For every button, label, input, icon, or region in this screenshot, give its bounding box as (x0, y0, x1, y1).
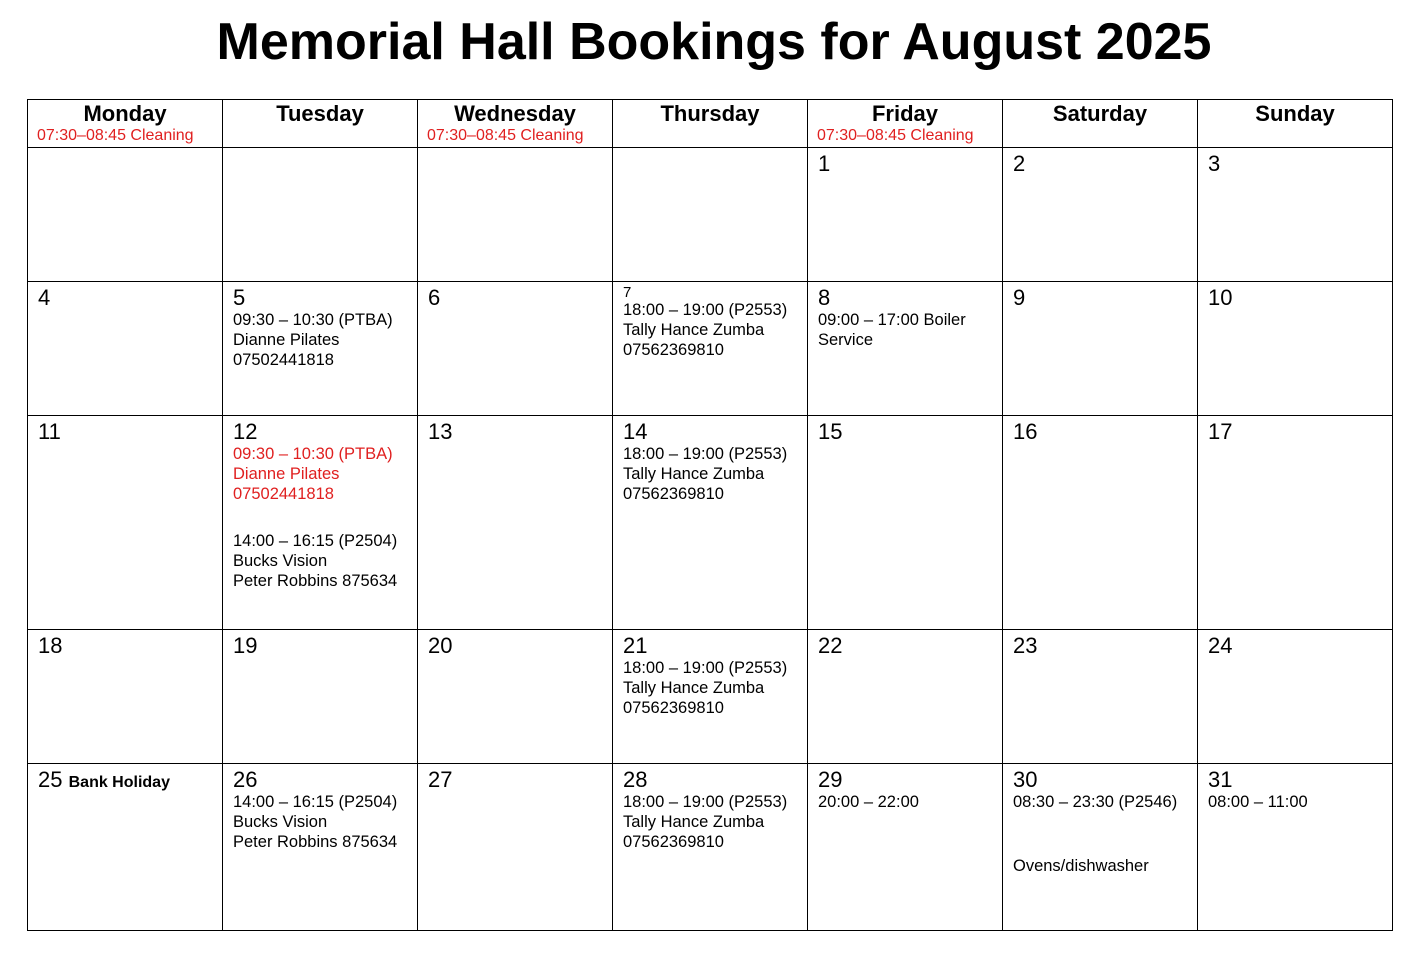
booking-name: Dianne Pilates (233, 331, 340, 349)
calendar-grid (27, 99, 1393, 931)
day-cell[interactable] (223, 764, 418, 931)
day-number: 19 (233, 633, 258, 658)
day-cell[interactable] (1003, 630, 1198, 764)
cleaning-note: 07:30–08:45 Cleaning (37, 127, 194, 144)
page-title: Memorial Hall Bookings for August 2025 (216, 13, 1212, 71)
weekday-label: Friday (871, 101, 939, 126)
day-number: 31 (1208, 767, 1233, 792)
week-row (28, 148, 1393, 282)
booking-name: Service (818, 331, 874, 349)
booking-time: 14:00 – 16:15 (P2504) (233, 532, 398, 550)
day-cell[interactable] (223, 630, 418, 764)
booking-note: Ovens/dishwasher (1013, 857, 1149, 875)
day-cell[interactable] (28, 416, 223, 630)
day-cell[interactable] (808, 764, 1003, 931)
booking-time: 09:30 – 10:30 (PTBA) (233, 445, 393, 463)
day-cell[interactable] (223, 416, 418, 630)
booking-phone: 07562369810 (623, 485, 724, 503)
day-number: 30 (1013, 767, 1038, 792)
day-cell[interactable] (1198, 764, 1393, 931)
booking-phone: 07502441818 (233, 485, 334, 503)
booking-time: 08:30 – 23:30 (P2546) (1013, 793, 1178, 811)
booking-time: 18:00 – 19:00 (P2553) (623, 445, 788, 463)
day-number: 22 (818, 633, 843, 658)
day-number: 13 (428, 419, 453, 444)
day-number: 27 (428, 767, 453, 792)
day-cell[interactable] (28, 764, 223, 931)
day-cell[interactable] (1198, 282, 1393, 416)
day-cell[interactable] (418, 630, 613, 764)
day-number: 1 (818, 151, 831, 176)
booking-name: Bucks Vision (233, 552, 328, 570)
weekday-label: Thursday (660, 101, 760, 126)
day-number: 24 (1208, 633, 1233, 658)
booking-phone: 07562369810 (623, 833, 724, 851)
booking-time: 09:00 – 17:00 Boiler (818, 311, 966, 329)
day-number: 4 (38, 285, 51, 310)
day-number: 7 (623, 284, 632, 301)
day-number: 16 (1013, 419, 1038, 444)
header-sunday (1198, 100, 1393, 148)
booking-name: Tally Hance Zumba (623, 465, 765, 483)
booking-time: 18:00 – 19:00 (P2553) (623, 793, 788, 811)
day-cell[interactable] (1003, 416, 1198, 630)
booking-time: 18:00 – 19:00 (P2553) (623, 301, 788, 319)
booking-time: 08:00 – 11:00 (1208, 793, 1308, 811)
day-number: 11 (38, 419, 61, 444)
booking-time: 09:30 – 10:30 (PTBA) (233, 311, 393, 329)
day-number: 14 (623, 419, 648, 444)
header-monday (28, 100, 223, 148)
day-cell[interactable] (418, 282, 613, 416)
day-cell[interactable] (28, 630, 223, 764)
day-cell[interactable] (1003, 764, 1198, 931)
day-number-row (38, 768, 222, 795)
day-cell[interactable] (1003, 282, 1198, 416)
bank-holiday-label: Bank Holiday (68, 774, 170, 791)
day-cell[interactable] (28, 282, 223, 416)
week-row (28, 416, 1393, 630)
day-number: 26 (233, 767, 258, 792)
booking-phone: 07502441818 (233, 351, 334, 369)
day-cell[interactable] (613, 416, 808, 630)
day-number: 28 (623, 767, 648, 792)
header-friday (808, 100, 1003, 148)
day-cell[interactable] (808, 416, 1003, 630)
day-number: 17 (1208, 419, 1233, 444)
day-cell[interactable] (1198, 148, 1393, 282)
day-number: 25 (38, 767, 63, 792)
cleaning-note: 07:30–08:45 Cleaning (817, 127, 974, 144)
booking-phone: 07562369810 (623, 341, 724, 359)
day-number: 10 (1208, 285, 1233, 310)
day-cell-empty (613, 148, 808, 282)
weekday-label: Tuesday (276, 101, 364, 126)
cleaning-note: 07:30–08:45 Cleaning (427, 127, 584, 144)
day-cell[interactable] (613, 282, 808, 416)
booking-time: 14:00 – 16:15 (P2504) (233, 793, 398, 811)
weekday-label: Saturday (1052, 101, 1148, 126)
header-saturday (1003, 100, 1198, 148)
day-cell[interactable] (808, 148, 1003, 282)
day-cell[interactable] (613, 630, 808, 764)
day-cell[interactable] (223, 282, 418, 416)
week-row (28, 764, 1393, 931)
day-cell[interactable] (1003, 148, 1198, 282)
weekday-header-row (28, 100, 1393, 148)
day-cell[interactable] (808, 282, 1003, 416)
day-number: 20 (428, 633, 453, 658)
booking-phone: 07562369810 (623, 699, 724, 717)
weekday-label: Sunday (1255, 101, 1335, 126)
booking-name: Tally Hance Zumba (623, 679, 765, 697)
weekday-label: Monday (83, 101, 167, 126)
day-number: 29 (818, 767, 843, 792)
booking-contact: Peter Robbins 875634 (233, 833, 398, 851)
day-number: 18 (38, 633, 63, 658)
day-cell[interactable] (418, 764, 613, 931)
booking-time: 18:00 – 19:00 (P2553) (623, 659, 788, 677)
weekday-label: Wednesday (454, 101, 576, 126)
day-number: 6 (428, 285, 441, 310)
day-cell[interactable] (418, 416, 613, 630)
booking-name: Bucks Vision (233, 813, 328, 831)
day-number: 3 (1208, 151, 1221, 176)
booking-contact: Peter Robbins 875634 (233, 572, 398, 590)
day-number: 21 (623, 633, 648, 658)
booking-name: Tally Hance Zumba (623, 321, 765, 339)
day-cell[interactable] (1198, 416, 1393, 630)
day-cell[interactable] (1198, 630, 1393, 764)
day-number: 12 (233, 419, 258, 444)
booking-name: Dianne Pilates (233, 465, 340, 483)
day-cell-empty (28, 148, 223, 282)
day-cell-empty (223, 148, 418, 282)
day-number: 2 (1013, 151, 1026, 176)
day-number: 23 (1013, 633, 1038, 658)
header-wednesday (418, 100, 613, 148)
day-cell[interactable] (808, 630, 1003, 764)
day-number: 15 (818, 419, 843, 444)
booking-name: Tally Hance Zumba (623, 813, 765, 831)
header-tuesday (223, 100, 418, 148)
day-number: 8 (818, 285, 831, 310)
week-row (28, 282, 1393, 416)
week-row (28, 630, 1393, 764)
day-number: 5 (233, 285, 246, 310)
day-cell-empty (418, 148, 613, 282)
day-cell[interactable] (613, 764, 808, 931)
header-thursday (613, 100, 808, 148)
booking-time: 20:00 – 22:00 (818, 793, 919, 811)
day-number: 9 (1013, 285, 1026, 310)
